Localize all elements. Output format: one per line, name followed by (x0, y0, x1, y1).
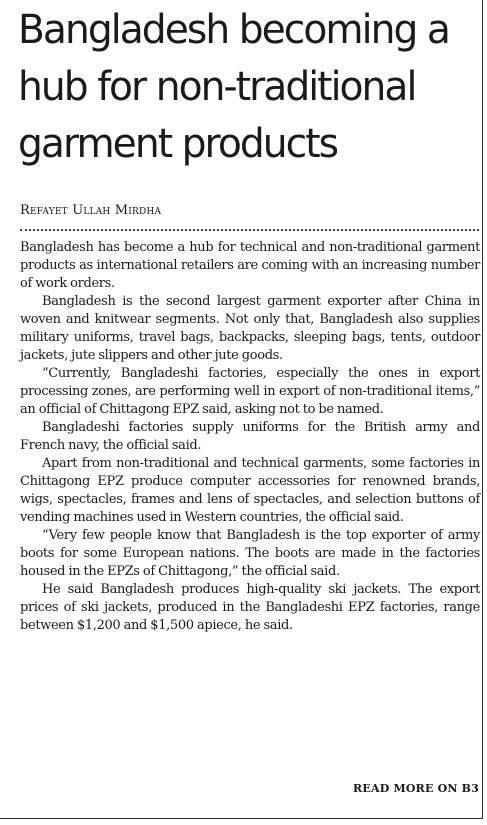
article-paragraph: Apart from non-traditional and technical garments, some factories in Chittagong EPZ produce computer accessories for renowned brands, wigs, spectacles, frames and lens of spectacles, and selection buttons of vending machines used in Western countries, the official said. (20, 456, 480, 525)
article-paragraph: Bangladesh has become a hub for technical and non-traditional garment products as international retailers are coming with an increasing number of work orders. (20, 240, 480, 291)
article-paragraph: He said Bangladesh produces high-quality ski jackets. The export prices of ski jackets, produced in the Bangladeshi EPZ factories, range between $1,200 and $1,500 apiece, he said. (20, 582, 480, 633)
article-paragraph: “Very few people know that Bangladesh is the top exporter of army boots for some European nations. The boots are made in the factories housed in the EPZs of Chittagong,” the official said. (20, 528, 480, 579)
read-more-link[interactable]: READ MORE ON B3 (353, 782, 479, 795)
article-headline: Bangladesh becoming a hub for non-traditional garment products (18, 7, 449, 167)
article-body (20, 239, 480, 635)
article-byline: Refayet Ullah Mirdha (20, 203, 162, 218)
article-paragraph: “Currently, Bangladeshi factories, especially the ones in export processing zones, are performing well in export of non-traditional items,” an official of Chittagong EPZ said, asking not to be named. (20, 366, 480, 417)
dotted-divider (20, 229, 479, 231)
column-rule-bottom (0, 818, 483, 819)
column-rule-right (482, 0, 483, 818)
article-paragraph: Bangladeshi factories supply uniforms for the British army and French navy, the official said. (20, 420, 480, 453)
article-paragraph: Bangladesh is the second largest garment exporter after China in woven and knitwear segments. Not only that, Bangladesh also supplies military uniforms, travel bags, backpacks, sleeping bags, tents, outdoor jackets, jute slippers and other jute goods. (20, 294, 480, 363)
